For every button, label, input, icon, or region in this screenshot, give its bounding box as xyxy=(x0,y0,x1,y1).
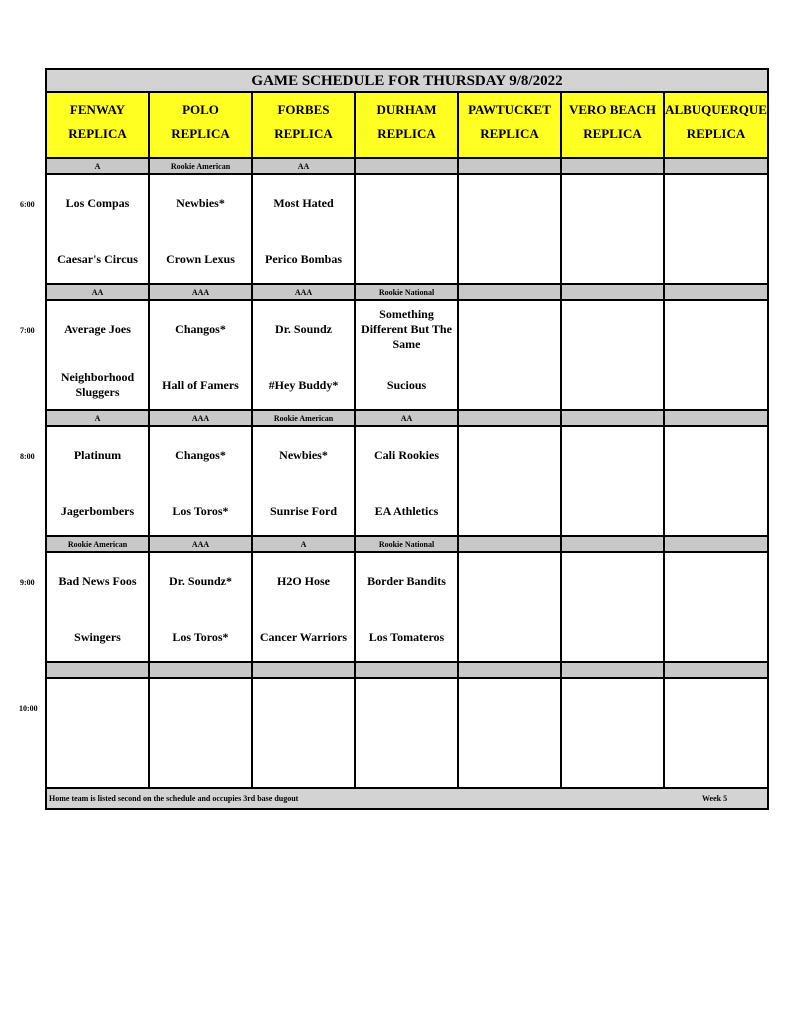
game-cell xyxy=(253,679,356,789)
division-label xyxy=(665,537,767,553)
home-team: EA Athletics xyxy=(374,503,439,518)
game-cell xyxy=(356,679,459,789)
home-team: Caesar's Circus xyxy=(57,251,138,266)
field-header-5 xyxy=(562,93,665,159)
game-cell xyxy=(253,427,356,537)
division-label xyxy=(356,663,459,679)
division-label xyxy=(47,663,150,679)
field-header-2 xyxy=(253,93,356,159)
time-label: 9:00 xyxy=(20,578,35,587)
away-team: Average Joes xyxy=(64,321,131,336)
division-label xyxy=(253,663,356,679)
game-cell xyxy=(356,553,459,663)
time-label: 8:00 xyxy=(20,452,35,461)
division-label xyxy=(665,159,767,175)
game-cell xyxy=(665,175,767,285)
division-label: Rookie National xyxy=(356,285,459,301)
game-cell xyxy=(665,553,767,663)
division-label: Rookie American xyxy=(253,411,356,427)
game-cell xyxy=(562,679,665,789)
home-team: Los Toros* xyxy=(172,629,229,644)
home-team: Swingers xyxy=(74,629,121,644)
game-cell xyxy=(562,427,665,537)
field-header-3 xyxy=(356,93,459,159)
game-cell xyxy=(47,553,150,663)
division-label xyxy=(562,663,665,679)
away-team: Changos* xyxy=(175,321,226,336)
schedule-sheet xyxy=(45,68,769,810)
division-label xyxy=(459,537,562,553)
game-cell xyxy=(150,301,253,411)
division-label: AA xyxy=(253,159,356,175)
away-team: Platinum xyxy=(73,447,122,462)
home-team: Jagerbombers xyxy=(60,503,135,518)
division-label: AA xyxy=(356,411,459,427)
game-cell xyxy=(562,553,665,663)
division-label: AA xyxy=(47,285,150,301)
field-subtitle: REPLICA xyxy=(274,126,333,141)
division-label: Rookie American xyxy=(150,159,253,175)
game-cell xyxy=(47,301,150,411)
game-cell xyxy=(665,679,767,789)
game-cell xyxy=(356,427,459,537)
field-header-1 xyxy=(150,93,253,159)
away-team: Dr. Soundz xyxy=(275,321,332,336)
footer-bar xyxy=(47,789,767,808)
field-name: PAWTUCKET xyxy=(468,102,551,117)
home-team: Cancer Warriors xyxy=(259,629,348,644)
division-label: AAA xyxy=(150,537,253,553)
footer-note: Home team is listed second on the schedule and occupies 3rd base dugout xyxy=(49,794,299,803)
game-cell xyxy=(150,553,253,663)
game-cell xyxy=(253,553,356,663)
game-cell xyxy=(47,427,150,537)
game-cell xyxy=(47,679,150,789)
field-name: VERO BEACH xyxy=(568,102,657,117)
home-team: Sucious xyxy=(386,377,427,392)
division-label xyxy=(665,285,767,301)
field-header-6 xyxy=(665,93,767,159)
division-label xyxy=(459,159,562,175)
game-cell xyxy=(562,175,665,285)
division-label xyxy=(665,663,767,679)
division-label xyxy=(356,159,459,175)
home-team: #Hey Buddy* xyxy=(268,377,339,392)
field-subtitle: REPLICA xyxy=(480,126,539,141)
field-name: POLO xyxy=(182,102,219,117)
away-team: Border Bandits xyxy=(367,573,446,588)
away-team: Newbies* xyxy=(176,195,225,210)
division-label xyxy=(459,411,562,427)
away-team: Changos* xyxy=(175,447,226,462)
game-cell xyxy=(665,427,767,537)
division-label: Rookie American xyxy=(47,537,150,553)
field-name: ALBUQUERQUE xyxy=(665,102,767,117)
game-cell xyxy=(150,679,253,789)
division-label: AAA xyxy=(150,285,253,301)
division-label: A xyxy=(253,537,356,553)
game-cell xyxy=(459,553,562,663)
time-label: 6:00 xyxy=(20,200,35,209)
field-subtitle: REPLICA xyxy=(686,126,746,141)
home-team: Los Tomateros xyxy=(368,629,445,644)
division-label xyxy=(562,285,665,301)
schedule-title: GAME SCHEDULE FOR THURSDAY 9/8/2022 xyxy=(47,70,767,93)
away-team: Newbies* xyxy=(279,447,328,462)
game-cell xyxy=(47,175,150,285)
away-team: Most Hated xyxy=(273,195,334,210)
home-team: Los Toros* xyxy=(172,503,229,518)
week-label: Week 5 xyxy=(702,794,728,803)
time-label: 10:00 xyxy=(19,704,38,713)
away-team: Cali Rookies xyxy=(373,447,439,462)
time-label: 7:00 xyxy=(20,326,35,335)
game-cell xyxy=(253,175,356,285)
field-subtitle: REPLICA xyxy=(377,126,436,141)
home-team: Neighborhood Sluggers xyxy=(60,370,135,399)
game-cell xyxy=(150,427,253,537)
field-name: FORBES xyxy=(277,102,330,117)
field-subtitle: REPLICA xyxy=(583,126,642,141)
division-label: A xyxy=(47,159,150,175)
game-cell xyxy=(459,679,562,789)
home-team: Sunrise Ford xyxy=(269,503,337,518)
division-label xyxy=(150,663,253,679)
home-team: Crown Lexus xyxy=(166,251,235,266)
field-name: DURHAM xyxy=(376,102,437,117)
field-subtitle: REPLICA xyxy=(171,126,230,141)
division-label: Rookie National xyxy=(356,537,459,553)
game-cell xyxy=(253,301,356,411)
field-header-4 xyxy=(459,93,562,159)
division-label xyxy=(562,537,665,553)
division-label: A xyxy=(47,411,150,427)
game-cell xyxy=(356,301,459,411)
division-label: AAA xyxy=(150,411,253,427)
game-cell xyxy=(356,175,459,285)
home-team: Hall of Famers xyxy=(162,377,239,392)
division-label: AAA xyxy=(253,285,356,301)
division-label xyxy=(665,411,767,427)
division-label xyxy=(459,663,562,679)
away-team: Bad News Foos xyxy=(58,573,137,588)
away-team: Los Compas xyxy=(65,195,130,210)
away-team: H2O Hose xyxy=(277,573,330,588)
game-cell xyxy=(562,301,665,411)
field-name: FENWAY xyxy=(69,102,126,117)
game-cell xyxy=(665,301,767,411)
game-cell xyxy=(459,175,562,285)
away-team: Something Different But The Same xyxy=(361,306,452,351)
game-cell xyxy=(150,175,253,285)
away-team: Dr. Soundz* xyxy=(169,573,232,588)
division-label xyxy=(562,411,665,427)
game-cell xyxy=(459,427,562,537)
division-label xyxy=(459,285,562,301)
game-cell xyxy=(459,301,562,411)
field-header-0 xyxy=(47,93,150,159)
field-subtitle: REPLICA xyxy=(68,126,127,141)
home-team: Perico Bombas xyxy=(265,251,342,266)
division-label xyxy=(562,159,665,175)
